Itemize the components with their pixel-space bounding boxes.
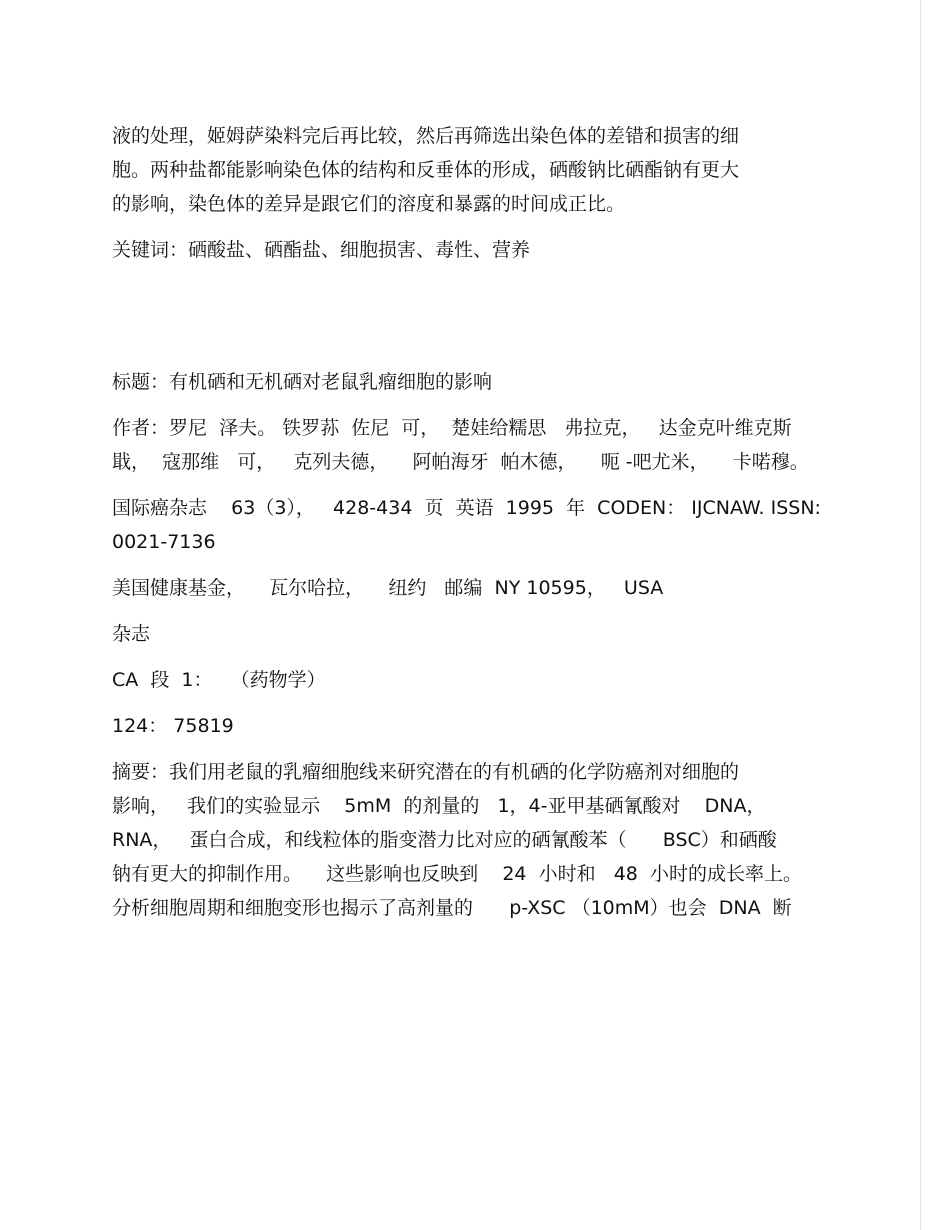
journal-line: 国际癌杂志 63（3）， 428-434 页 英语 1995 年 CODEN： IJCNAW. ISSN: [112,497,821,519]
authors-line: 戢， 寇那维 可， 克列夫德， 阿帕海牙 帕木德， 呃 -吧尤米， 卡喏穆。 [112,451,809,473]
title-line: 标题：有机硒和无机硒对老鼠乳瘤细胞的影响 [112,371,493,393]
abstract-line: 钠有更大的抑制作用。 这些影响也反映到 24 小时和 48 小时的成长率上。 [112,863,802,885]
abstract-continuation [112,119,842,221]
section-gap [112,279,842,365]
journal-line: 0021-7136 [112,531,216,553]
journal-citation [112,491,842,559]
ca-section [112,663,842,697]
article-abstract [112,755,842,925]
abstract-line: RNA， 蛋白合成，和线粒体的脂变潜力比对应的硒氰酸苯（ BSC）和硒酸 [112,829,777,851]
authors-line: 作者：罗尼 泽夫。 铁罗荪 佐尼 可， 楚娃给糯思 弗拉克， 达金克叶维克斯 [112,417,792,439]
affiliation-line: 美国健康基金， 瓦尔哈拉， 纽约 邮编 NY 10595， USA [112,577,664,599]
keywords [112,233,842,267]
ca-section-line: CA 段 1： （药物学） [112,669,326,691]
text-line: 胞。两种盐都能影响染色体的结构和反垂体的形成，硒酸钠比硒酯钠有更大 [112,159,740,181]
document-body [112,119,842,937]
text-line: 的影响，染色体的差异是跟它们的溶度和暴露的时间成正比。 [112,193,626,215]
ca-number-line: 124： 75819 [112,715,234,737]
abstract-line: 分析细胞周期和细胞变形也揭示了高剂量的 p-XSC （10mM）也会 DNA 断 [112,897,792,919]
abstract-line: 影响， 我们的实验显示 5mM 的剂量的 1，4-亚甲基硒氰酸对 DNA， [112,795,766,817]
text-line: 液的处理，姬姆萨染料完后再比较，然后再筛选出染色体的差错和损害的细 [112,125,740,147]
ca-number [112,709,842,743]
article-title [112,365,842,399]
abstract-line: 摘要：我们用老鼠的乳瘤细胞线来研究潜在的有机硒的化学防癌剂对细胞的 [112,761,740,783]
document-type [112,617,842,651]
affiliation [112,571,842,605]
doc-type-line: 杂志 [112,623,151,645]
page-edge-divider [920,0,921,1230]
keywords-line: 关键词：硒酸盐、硒酯盐、细胞损害、毒性、营养 [112,239,531,261]
article-authors [112,411,842,479]
